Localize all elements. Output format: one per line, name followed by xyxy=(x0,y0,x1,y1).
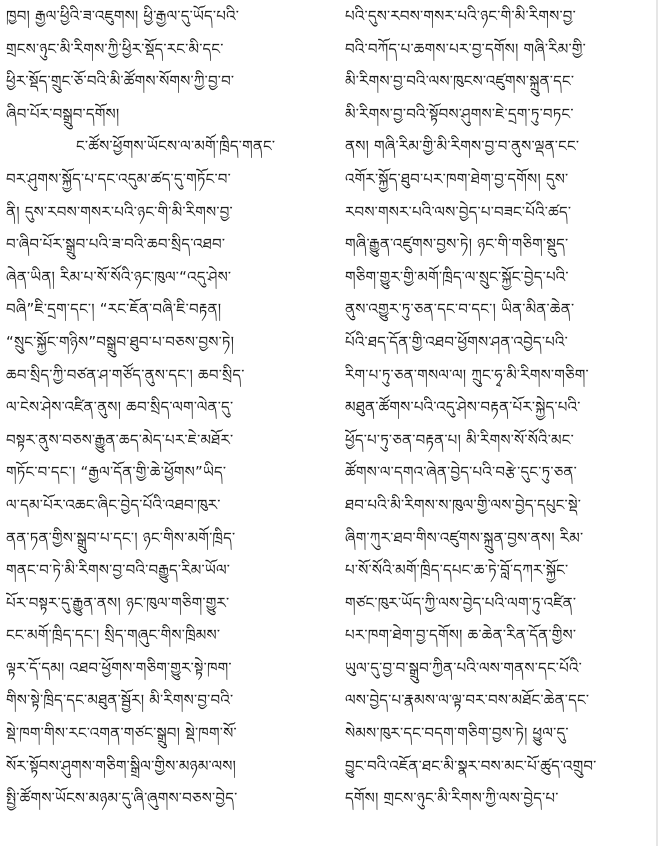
text-line: ནས། གཞི་རིམ་གྱི་མི་རིགས་བྱ་བ་ནུས་ལྡན་ངང་ xyxy=(345,137,580,156)
text-line: བར་ཤུགས་སྐྱོད་པ་དང་འདུམ་ཚད་དུ་གཏོང་བ་ xyxy=(6,169,231,188)
text-line: གིས་སྟེ་ཁྲིད་དང་མཐུན་སྦྱོར། མི་རིགས་བྱ་བའི་ xyxy=(6,691,234,710)
text-line: རབས་གསར་པའི་ལས་བྱེད་པ་བཟང་པོའི་ཚད་ xyxy=(345,202,572,221)
text-line: པར་ཁག་ཐེག་བྱ་དགོས། ཆ་ཆེན་རིན་དོན་གྱིས་ xyxy=(345,626,577,645)
text-line: ལ་དམ་པོར་འཆང་ཞིང་བྱེད་པོའི་འཐབ་ཁུར་ xyxy=(6,495,221,514)
text-line: ངང་མགོ་ཁྲིད་དང་། སྲིད་གཞུང་གིས་ཁྲིམས་ xyxy=(6,626,221,645)
text-line: བཞི”ཇི་དྲག་དང་། “རང་ཇོན་བཞི་ཇི་བརྟན། xyxy=(6,300,222,319)
text-line: ལ་ངེས་ཤེས་འཛིན་ནུས། ཆབ་སྲིད་ལག་ལེན་དུ་ xyxy=(6,398,234,417)
text-line: ཞིག་ཀུར་ཐབ་གིས་འཛུགས་སྐྲུན་བྱས་ནས། རིམ་ xyxy=(345,528,584,547)
text-line: བྱུང་བའི་འཇོན་ཐང་མི་སྣར་བས་མང་པོ་ཚུད་འགྲུབ་ xyxy=(345,756,597,775)
text-line: བསྟར་ནུས་བཅས་རྒྱུན་ཆད་མེད་པར་ཇེ་མཐོར་ xyxy=(6,430,234,449)
text-line: རིག་པ་ཏུ་ཅན་གསལ་ལ། ཀྲུང་ཧྭ་མི་རིགས་གཅིག་ xyxy=(345,365,589,384)
text-line: གཅིག་གྱུར་གྱི་མགོ་ཁྲིད་ལ་སྲུང་སྐྱོང་བྱེད་པའི་ xyxy=(345,267,569,286)
text-line: ཐབ་པའི་མི་རིགས་ས་ཁུལ་གྱི་ལས་བྱེད་དཔུང་སྡེ་ xyxy=(345,495,582,514)
text-line: “སྲུང་སྐྱོང་གཉིས”བསྒྲུབ་ཐུབ་པ་བཅས་བྱས་ཏེ། xyxy=(6,332,235,351)
text-line: པའི་དུས་རབས་གསར་པའི་ཉང་གི་མི་རིགས་བྱ་ xyxy=(345,7,576,25)
text-line: གནང་བ་ཏེ་མི་རིགས་བྱ་བའི་བརྒྱུད་རིམ་ཡོལ་ xyxy=(6,561,231,580)
text-line: ལས་བྱེད་པ་རྣམས་ལ་ལྟ་བར་བས་མཐོང་ཆེན་དང་ xyxy=(345,691,590,710)
text-line: ནན་ཏན་གྱིས་སྒྲུབ་པ་དང་། ཉང་གིས་མགོ་ཁྲིད་ xyxy=(6,528,236,547)
text-line: བ་ཞིབ་པོར་སྒྲུབ་པའི་ཟ་བའི་ཆབ་སྲིད་འཐབ་ xyxy=(6,235,226,254)
text-line: པ་སོ་སོའི་མགོ་ཁྲིད་དཔང་ཆ་ཏེ་བློ་དཀར་སྐྱོང་ xyxy=(345,561,569,580)
text-line: གཏོང་བ་དང་། “རྒྱལ་དོན་གྱི་ཆེ་ཕྱོགས”ཡིད་ xyxy=(6,463,227,482)
text-line: ནུས་འགྱུར་ཏུ་ཅན་དང་བ་དང་། ཡིན་མིན་ཆེན་ xyxy=(345,300,575,319)
right-column xyxy=(345,0,650,815)
text-line: དགོས། གྲངས་ཉུང་མི་རིགས་ཀྱི་ལས་བྱེད་པ་ xyxy=(345,789,559,808)
text-line: མི་རིགས་བྱ་བའི་སྟོབས་ཤུགས་ཇེ་དྲག་ཏུ་བཏང་ xyxy=(345,104,574,123)
text-line: ཕྱོད་པ་ཏུ་ཅན་བརྟན་པ། མི་རིགས་སོ་སོའི་མང་ xyxy=(345,430,574,449)
text-line: ཞིབ་པོར་བསྒྲུབ་དགོས། xyxy=(6,104,120,123)
text-line: ཆབ་སྲིད་ཀྱི་བཙན་ཤ་གཙོད་ནུས་དང་། ཆབ་སྲིད་ xyxy=(6,365,245,384)
text-line: ཡུལ་དུ་བྱ་བ་སྒྲུབ་ཀྱིན་པའི་ལས་གནས་དང་པོའི་ xyxy=(345,658,582,677)
left-column xyxy=(6,0,311,815)
text-line: ཞེན་ཡིན། རིམ་པ་སོ་སོའི་ཉང་ཁུལ་“འདུ་ཤེས་ xyxy=(6,267,232,286)
text-line: འགོར་སྐྱོད་ཐུབ་པར་ཁག་ཐེག་བྱ་དགོས། དུས་ xyxy=(345,169,569,188)
text-line: བའི་བཀོད་པ་ཆགས་པར་བྱ་དགོས། གཞི་རིམ་གྱི་ xyxy=(345,39,586,58)
text-line: སེམས་ཁུར་དང་བདག་གཅིག་བྱས་ཏེ། ཕྱུལ་དུ་ xyxy=(345,724,569,743)
text-line: གྲངས་ཉུང་མི་རིགས་ཀྱི་ཕྱིར་སྡོད་རང་མི་དང་ xyxy=(6,39,224,58)
text-line: ཚོགས་ལ་དགའ་ཞེན་བྱེད་པའི་བརྩེ་དུང་ཏུ་ཅན་ xyxy=(345,463,577,482)
text-line: ཕྱིར་སྡོད་གྲུང་ཅོ་བའི་མི་ཚོགས་སོགས་ཀྱི་བྱ་བ་ xyxy=(6,72,235,91)
text-line: ང་ཚོས་ཕྱོགས་ཡོངས་ལ་མགོ་ཁྲིད་གནང་ xyxy=(76,137,276,156)
text-line: སྡེ་ཁག་གིས་རང་འགན་གཙང་སྒྲུབ། སྡེ་ཁག་སོ་ xyxy=(6,724,237,743)
text-line: ནི། དུས་རབས་གསར་པའི་ཉང་གི་མི་རིགས་བྱ་ xyxy=(6,202,233,221)
text-line: གཙང་ཁུར་ཡོད་ཀྱི་ལས་བྱེད་པའི་ལག་ཏུ་འཛིན་ xyxy=(345,593,577,612)
text-line: ལྟར་དོ་དམ། འཐབ་ཕྱོགས་གཅིག་གྱུར་སྟེ་ཁག་ xyxy=(6,658,232,677)
text-line: པོར་བསྟར་དུ་རྒྱུན་ནས། ཉང་ཁུལ་གཅིག་གྱུར་ xyxy=(6,593,230,612)
text-line: མཐུན་ཚོགས་པའི་འདུ་ཤེས་བརྟན་པོར་སྐྱེད་པའི་ xyxy=(345,398,581,417)
text-line: པོའི་ཐད་དོན་གྱི་འཐབ་ཕྱོགས་ཤན་འབྱེད་པའི་ xyxy=(345,332,568,351)
text-line: གཞི་རྒྱུན་འཛུགས་བྱས་ཏེ། ཉང་གི་གཅིག་སྡུད་ xyxy=(345,235,569,254)
text-line: ཁྱབ། རྒྱལ་ཕྱིའི་ཟ་འཇུགས། ཕྱི་རྒྱལ་དུ་ཡོད་པའི་ xyxy=(6,7,240,25)
text-line: སྤྱི་ཚོགས་ཡོངས་མཉམ་དུ་ཞི་ཞུགས་བཅས་བྱེད་ xyxy=(6,789,238,808)
text-line: མི་རིགས་བྱ་བའི་ལས་ཁུངས་འཛུགས་སྐྲུན་དང་ xyxy=(345,72,575,91)
text-line: སོར་སྟོབས་ཤུགས་གཅིག་སྒྲིལ་གྱིས་མཉམ་ལས། xyxy=(6,756,237,775)
